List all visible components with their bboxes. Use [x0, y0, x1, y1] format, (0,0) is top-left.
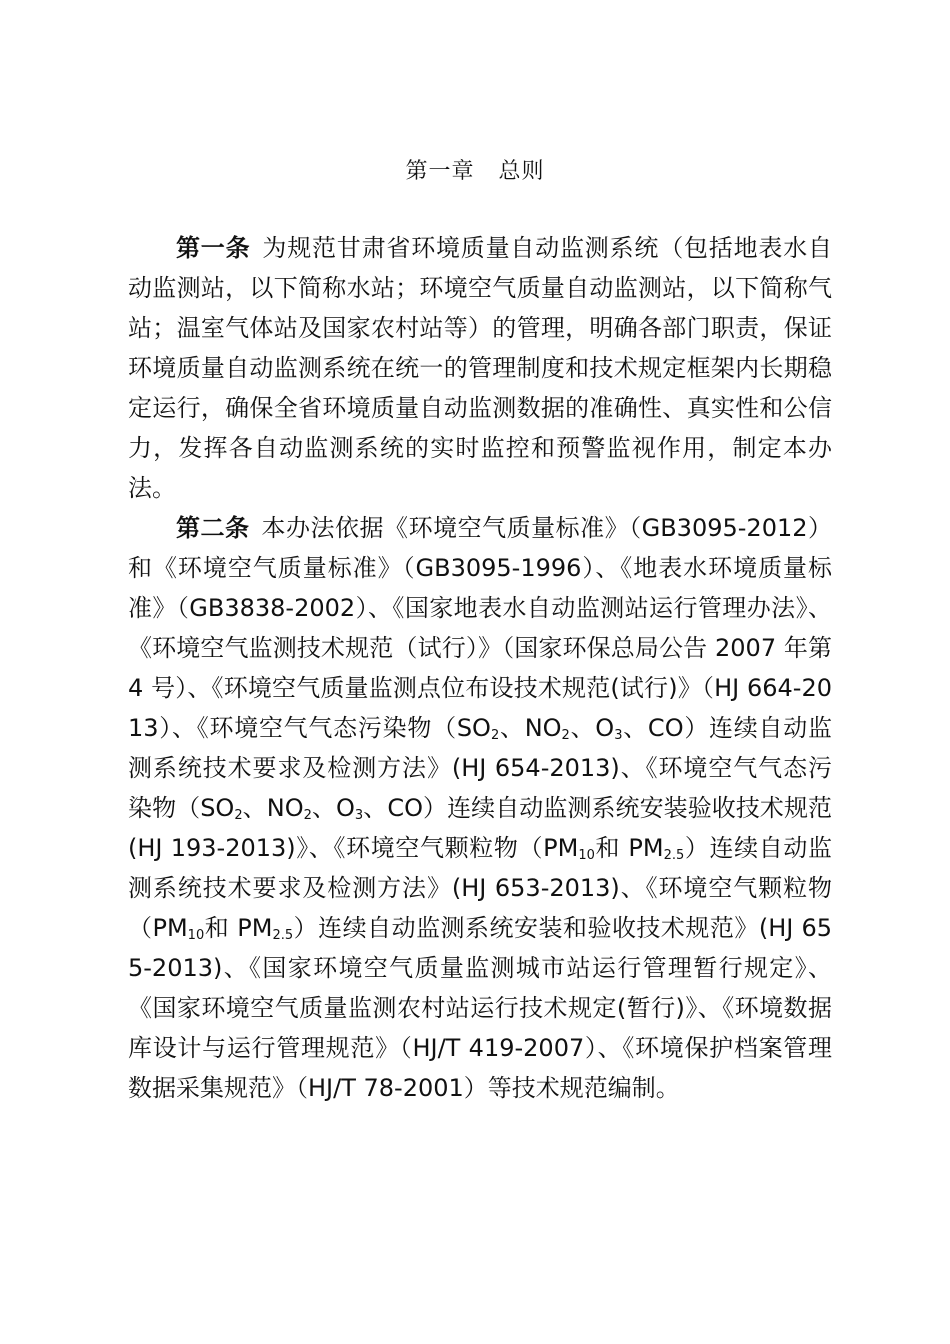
- article-text: 、O: [311, 794, 355, 822]
- article-text: 、CO）连续自动监测系统技术要求及检测方法》(HJ 654-2013)、《环境空气气态污染物（SO: [128, 714, 832, 822]
- subscript: 2.5: [663, 848, 685, 863]
- article-heading: 第二条: [176, 514, 250, 542]
- article-text: ）连续自动监测系统安装和验收技术规范》(HJ 655-2013)、《国家环境空气质量监测城市站运行管理暂行规定》、《国家环境空气质量监测农村站运行技术规定(暂行)》、《环境数据库设计与运行管理规范》（HJ/T 419-2007）、《环境保护档案管理数据采集规范》（HJ/T 78-2001）等技术规范编制。: [128, 914, 832, 1102]
- article-text: 、O: [569, 714, 615, 742]
- subscript: 10: [187, 928, 205, 943]
- article-text: 为规范甘肃省环境质量自动监测系统（包括地表水自动监测站，以下简称水站；环境空气质量自动监测站，以下简称气站；温室气体站及国家农村站等）的管理，明确各部门职责，保证环境质量自动监测系统在统一的管理制度和技术规定框架内长期稳定运行，确保全省环境质量自动监测数据的准确性、真实性和公信力，发挥各自动监测系统的实时监控和预警监视作用，制定本办法。: [128, 234, 833, 502]
- article-text: 、NO: [499, 714, 562, 742]
- article-text: 、CO）连续自动监测系统安装验收技术规范(HJ 193-2013)》、《环境空气颗粒物（PM: [128, 794, 833, 862]
- article-text: ）连续自动监测系统技术要求及检测方法》(HJ 653-2013)、《环境空气颗粒物（PM: [128, 834, 832, 942]
- article-text: 和 PM: [204, 914, 273, 942]
- subscript: 2: [561, 728, 570, 743]
- article-text: 和 PM: [594, 834, 664, 862]
- article-1: [128, 228, 832, 508]
- article-heading: 第一条: [176, 234, 251, 262]
- subscript: 2.5: [272, 928, 294, 943]
- subscript: 2: [303, 808, 312, 823]
- subscript: 10: [578, 848, 595, 863]
- article-2: [128, 508, 832, 1108]
- chapter-number: 第一章: [405, 159, 475, 184]
- chapter-title: [0, 154, 950, 185]
- document-body: [128, 228, 832, 1108]
- article-text: 本办法依据《环境空气质量标准》（GB3095-2012）和《环境空气质量标准》（GB3095-1996）、《地表水环境质量标准》（GB3838-2002）、《国家地表水自动监测站运行管理办法》、《环境空气监测技术规范（试行）》（国家环保总局公告 2007 年第 4 号）、《环境空气质量监测点位布设技术规范(试行)》（HJ 664-2013）、《环境空气气态污染物（SO: [128, 514, 833, 742]
- subscript: 2: [234, 808, 243, 823]
- subscript: 3: [614, 728, 623, 743]
- subscript: 3: [354, 808, 364, 823]
- article-text: 、NO: [242, 794, 304, 822]
- subscript: 2: [490, 728, 500, 743]
- chapter-name: 总则: [498, 159, 545, 184]
